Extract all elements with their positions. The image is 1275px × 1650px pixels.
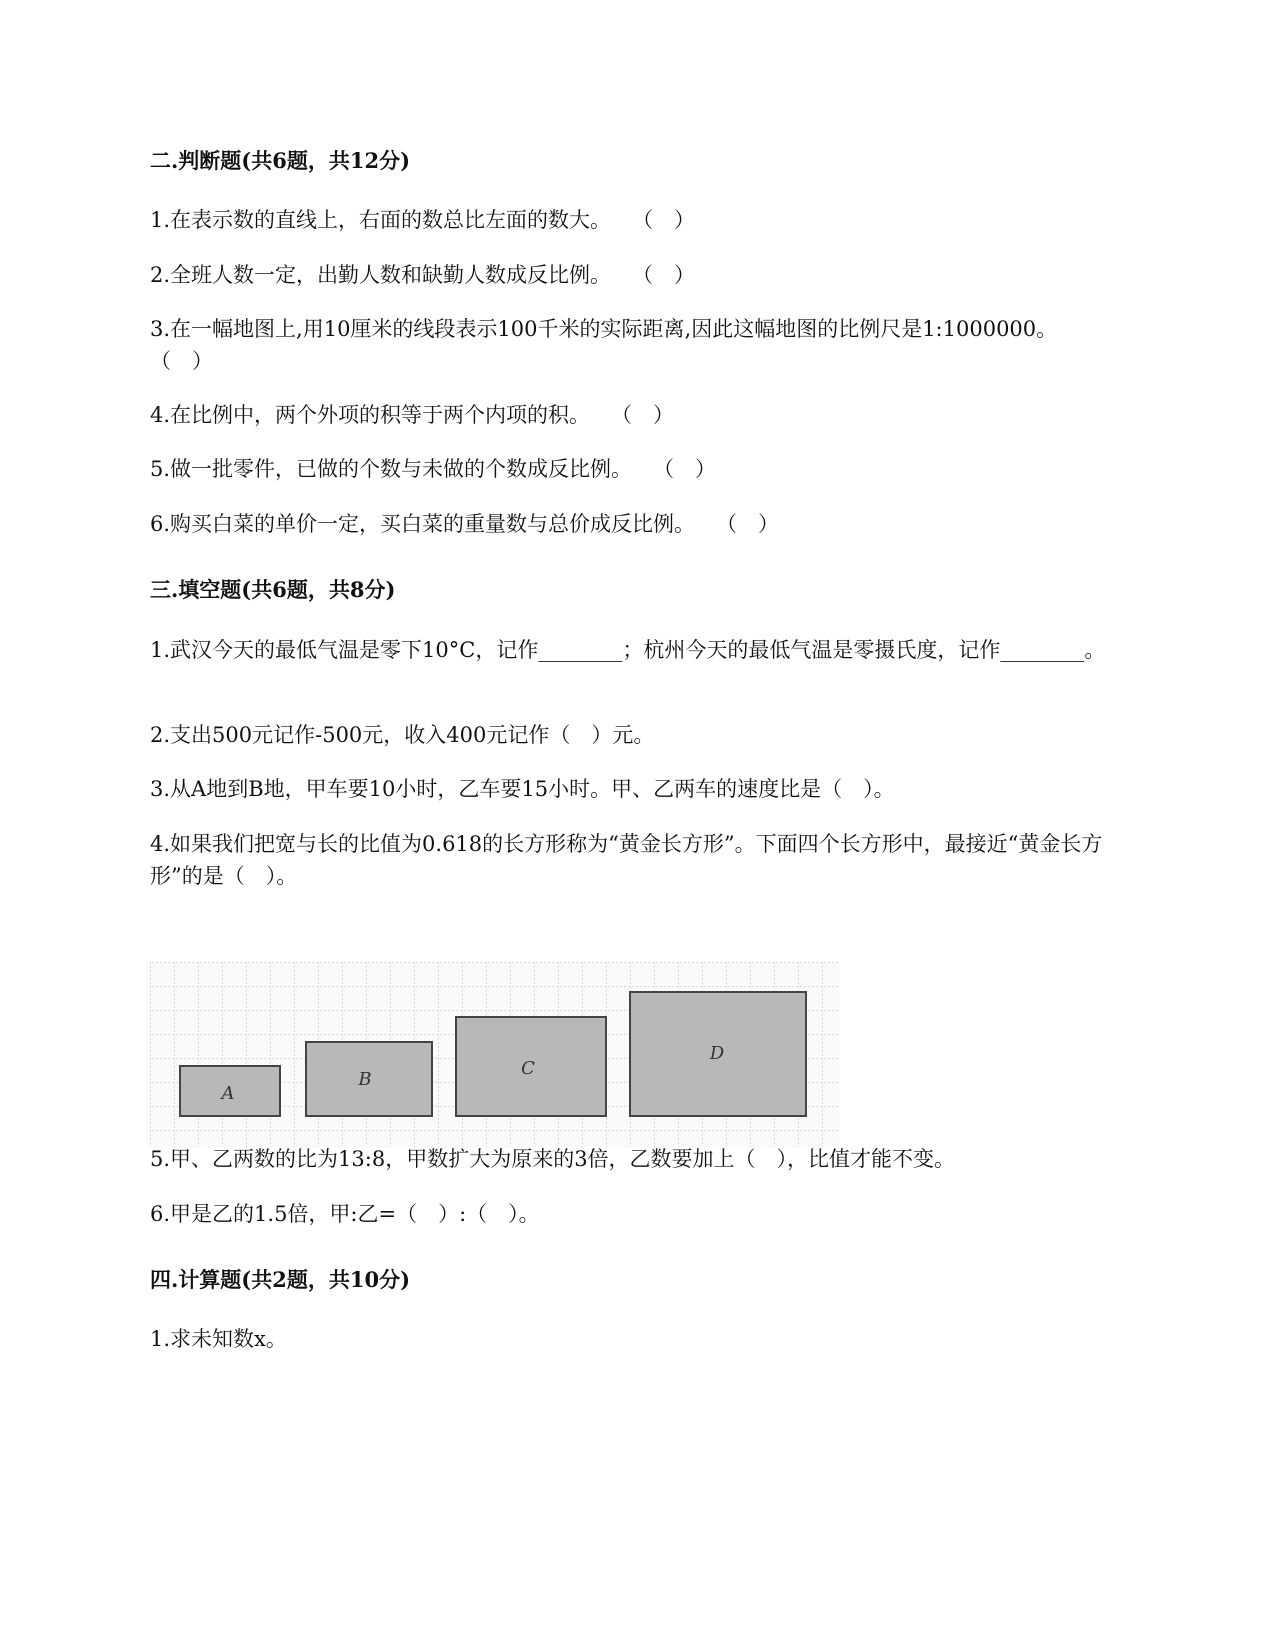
judge-question-2: 2.全班人数一定，出勤人数和缺勤人数成反比例。 （ ） <box>150 263 696 287</box>
fill-question-4: 4.如果我们把宽与长的比值为0.618的长方形称为“黄金长方形”。下面四个长方形中，最接近“黄金长方形”的是（ ）。 <box>150 832 1103 888</box>
rect-c-label: C <box>521 1058 535 1079</box>
section-heading-judge: 二.判断题(共6题，共12分) <box>150 148 411 173</box>
fill-question-5: 5.甲、乙两数的比为13:8，甲数扩大为原来的3倍，乙数要加上（ ），比值才能不变。 <box>150 1147 956 1171</box>
fill-question-3: 3.从A地到B地，甲车要10小时，乙车要15小时。甲、乙两车的速度比是（ ）。 <box>150 777 895 801</box>
judge-question-6: 6.购买白菜的单价一定，买白菜的重量数与总价成反比例。 （ ） <box>150 512 780 536</box>
rect-a-label: A <box>221 1083 235 1104</box>
golden-rectangle-figure <box>150 962 840 1147</box>
section-heading-calc: 四.计算题(共2题，共10分) <box>150 1267 411 1292</box>
fill-question-6: 6.甲是乙的1.5倍，甲:乙=（ ）:（ ）。 <box>150 1202 540 1226</box>
fill-question-1: 1.武汉今天的最低气温是零下10°C，记作________；杭州今天的最低气温是零摄氏度，记作________。 <box>150 638 1106 662</box>
fill-question-2: 2.支出500元记作-500元，收入400元记作（ ）元。 <box>150 723 655 747</box>
judge-question-5: 5.做一批零件，已做的个数与未做的个数成反比例。 （ ） <box>150 457 717 481</box>
section-heading-fill: 三.填空题(共6题，共8分) <box>150 577 396 602</box>
calc-question-1: 1.求未知数x。 <box>150 1327 287 1351</box>
judge-question-1: 1.在表示数的直线上，右面的数总比左面的数大。 （ ） <box>150 208 696 232</box>
rect-d-label: D <box>709 1043 725 1064</box>
judge-question-3: 3.在一幅地图上,用10厘米的线段表示100千米的实际距离,因此这幅地图的比例尺是1:1000000。 （ ） <box>150 317 1089 373</box>
rect-b-label: B <box>358 1069 372 1090</box>
judge-question-4: 4.在比例中，两个外项的积等于两个内项的积。 （ ） <box>150 403 675 427</box>
